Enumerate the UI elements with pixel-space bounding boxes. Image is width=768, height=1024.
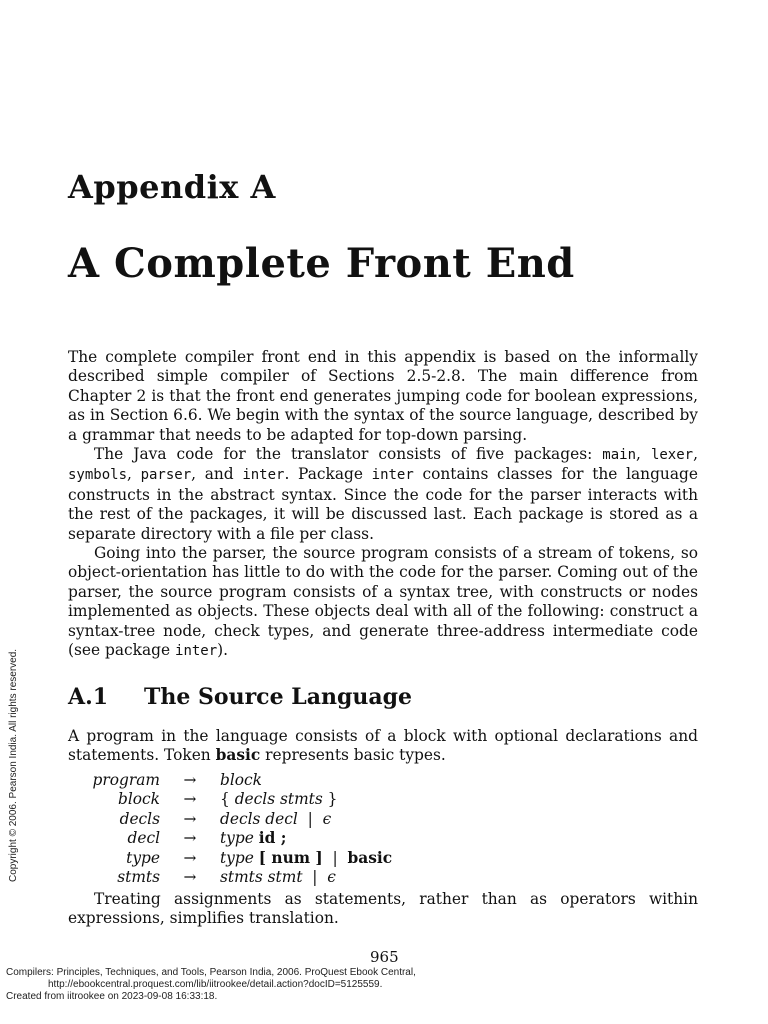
nonterminal-token: ϵ <box>327 867 336 886</box>
text-run: , <box>636 445 651 464</box>
code-package-inter: inter <box>371 467 414 484</box>
code-package-inter: inter <box>175 643 218 660</box>
terminal-token: id ; <box>258 829 287 848</box>
rule-lhs: decl <box>127 829 160 848</box>
rule-arrow: → <box>183 829 197 848</box>
rule-rhs <box>220 790 337 809</box>
grammar-rule <box>68 790 392 809</box>
terminal-token: basic <box>347 848 393 867</box>
grammar-rule <box>68 771 392 790</box>
text-run: A program in the language consists of a block with optional declarations and statements. Token <box>68 727 698 765</box>
rule-arrow: → <box>183 867 197 886</box>
nonterminal-token: stmts stmt <box>220 867 303 886</box>
closing-paragraph: Treating assignments as statements, rather than as operators within expressions, simplifies translation. <box>68 890 698 928</box>
text-run: . Package <box>284 465 372 484</box>
rule-rhs <box>220 829 286 848</box>
intro-paragraph-2 <box>68 445 698 544</box>
grammar-symbol: } <box>322 790 338 809</box>
rule-arrow: → <box>183 809 197 828</box>
rule-lhs: stmts <box>117 867 160 886</box>
grammar-symbol: { <box>220 790 235 809</box>
code-package-main: main <box>602 447 637 464</box>
rule-rhs <box>220 810 331 829</box>
copyright-notice: Copyright © 2006. Pearson India. All rights reserved. <box>8 648 19 882</box>
code-package-symbols: symbols <box>68 467 128 484</box>
section-number: A.1 <box>68 684 109 710</box>
rule-arrow: → <box>183 848 197 867</box>
grammar-symbol: | <box>297 809 323 828</box>
rule-lhs: type <box>126 848 160 867</box>
terminal-token: [ num ] <box>258 848 323 867</box>
footer-citation <box>6 967 706 1003</box>
rule-rhs <box>220 849 392 868</box>
rule-rhs <box>220 771 262 790</box>
nonterminal-token: type <box>220 848 254 867</box>
section-heading <box>68 684 412 710</box>
grammar-rule <box>68 868 392 887</box>
grammar-rule <box>68 829 392 848</box>
text-run: Going into the parser, the source program consists of a stream of tokens, so object-orientation has little to do with the code for the parser. Coming out of the parser, the source program consists of a syntax tree, with constructs or nodes implemented as objects. These objects deal with all of the following: construct a syntax-tree node, check types, and generate three-address intermediate code (see package <box>68 544 698 660</box>
rule-lhs: block <box>118 790 160 809</box>
grammar-symbol: | <box>302 867 328 886</box>
footer-link[interactable]: http://ebookcentral.proquest.com/lib/iitrookee/detail.action?docID=5125559. <box>48 979 383 990</box>
text-run: , <box>693 445 698 464</box>
keyword-basic: basic <box>215 746 261 765</box>
grammar-rule <box>68 810 392 829</box>
intro-paragraph-1: The complete compiler front end in this appendix is based on the informally described simple compiler of Sections 2.5-2.8. The main difference from Chapter 2 is that the front end generates jumping code for boolean expressions, as in Section 6.6. We begin with the syntax of the source language, described by a grammar that needs to be adapted for top-down parsing. <box>68 348 698 444</box>
rule-lhs: program <box>92 771 160 789</box>
code-package-lexer: lexer <box>650 447 694 464</box>
code-package-inter: inter <box>242 467 285 484</box>
nonterminal-token: type <box>220 829 254 848</box>
text-run: contains classes for the language constructs in the abstract syntax. Since the code for the parser interacts with the rest of the packages, it will be discussed last. Each package is stored as a separate directory with a file per class. <box>68 465 698 543</box>
section-paragraph <box>68 727 698 766</box>
text-run: , <box>127 465 141 484</box>
code-package-parser: parser <box>140 467 192 484</box>
text-run: , and <box>191 465 243 484</box>
chapter-label: Appendix A <box>68 168 276 206</box>
rule-lhs: decls <box>119 809 160 828</box>
rule-rhs <box>220 868 336 887</box>
nonterminal-token: decls decl <box>220 809 298 828</box>
footer-line: Compilers: Principles, Techniques, and Tools, Pearson India, 2006. ProQuest Ebook Central, <box>6 967 416 978</box>
text-run: The Java code for the translator consists of five packages: <box>94 445 603 464</box>
intro-text <box>68 348 698 662</box>
intro-paragraph-3 <box>68 544 698 661</box>
rule-arrow: → <box>183 771 197 789</box>
nonterminal-token: block <box>220 771 262 789</box>
closing-text <box>68 890 698 929</box>
text-run: ). <box>217 641 229 660</box>
nonterminal-token: ϵ <box>322 809 332 828</box>
page-number: 965 <box>370 948 399 966</box>
footer-line: Created from iitrookee on 2023-09-08 16:33:18. <box>6 991 218 1002</box>
section-text <box>68 727 698 766</box>
section-title: The Source Language <box>144 684 412 710</box>
grammar-rule <box>68 849 392 868</box>
chapter-title: A Complete Front End <box>68 240 575 287</box>
grammar-symbol: | <box>322 848 348 867</box>
nonterminal-token: decls stmts <box>234 790 323 809</box>
rule-arrow: → <box>183 790 197 809</box>
grammar-productions <box>68 771 392 887</box>
text-run: represents basic types. <box>260 746 446 765</box>
